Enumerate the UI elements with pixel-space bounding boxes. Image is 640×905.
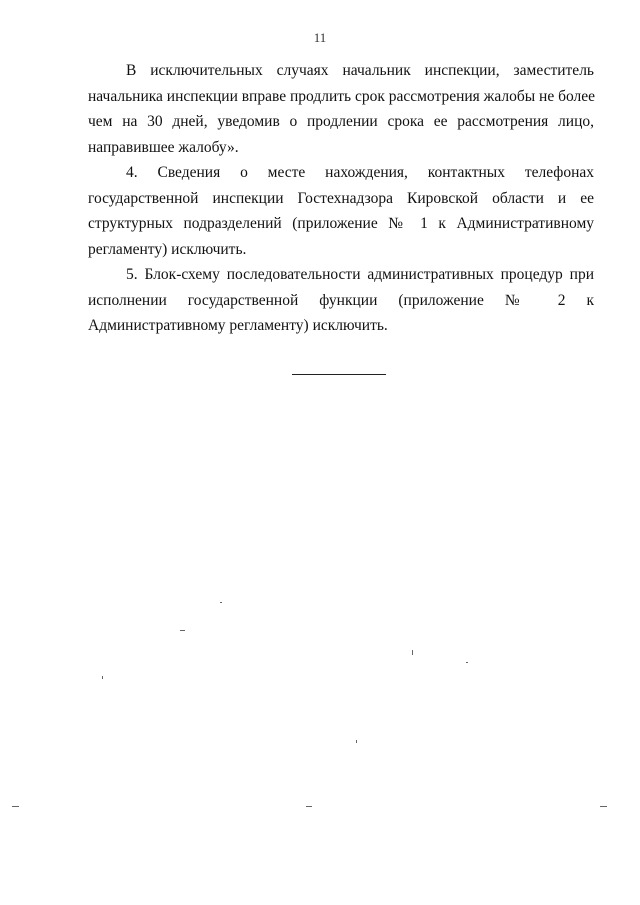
text-line: начальника инспекции вправе продлить срок рассмотрения жалобы не более [88, 87, 596, 105]
scan-speck [12, 806, 19, 807]
text-line: структурных подразделений (приложение № 1 к Административному [88, 215, 594, 232]
text-line: 5. Блок-схему последовательности административных процедур при [126, 266, 594, 283]
scan-speck [412, 650, 413, 655]
text-line: чем на 30 дней, уведомив о продлении срока ее рассмотрения лицо, [88, 113, 594, 130]
scan-speck [180, 630, 185, 631]
scan-speck [466, 662, 468, 663]
document-body [88, 58, 594, 339]
paragraph-item-5 [88, 262, 594, 339]
text-line: 4. Сведения о месте нахождения, контактных телефонах [126, 164, 594, 181]
scan-speck [600, 806, 607, 807]
end-of-text-rule [292, 374, 386, 375]
text-line: государственной инспекции Гостехнадзора Кировской области и ее [88, 189, 594, 207]
scan-speck [220, 602, 222, 603]
text-line: направившее жалобу». [88, 138, 239, 156]
scan-speck [102, 676, 103, 679]
text-line: Административному регламенту) исключить. [88, 317, 388, 334]
text-line: В исключительных случаях начальник инспекции, заместитель [126, 62, 594, 79]
text-line: исполнении государственной функции (приложение № 2 к [88, 291, 594, 309]
scan-speck [306, 806, 312, 807]
paragraph-item-4 [88, 160, 594, 262]
text-line: регламенту) исключить. [88, 240, 247, 258]
paragraph-extension-clause [88, 58, 594, 160]
page-number: 11 [313, 30, 327, 45]
scan-speck [356, 740, 357, 743]
